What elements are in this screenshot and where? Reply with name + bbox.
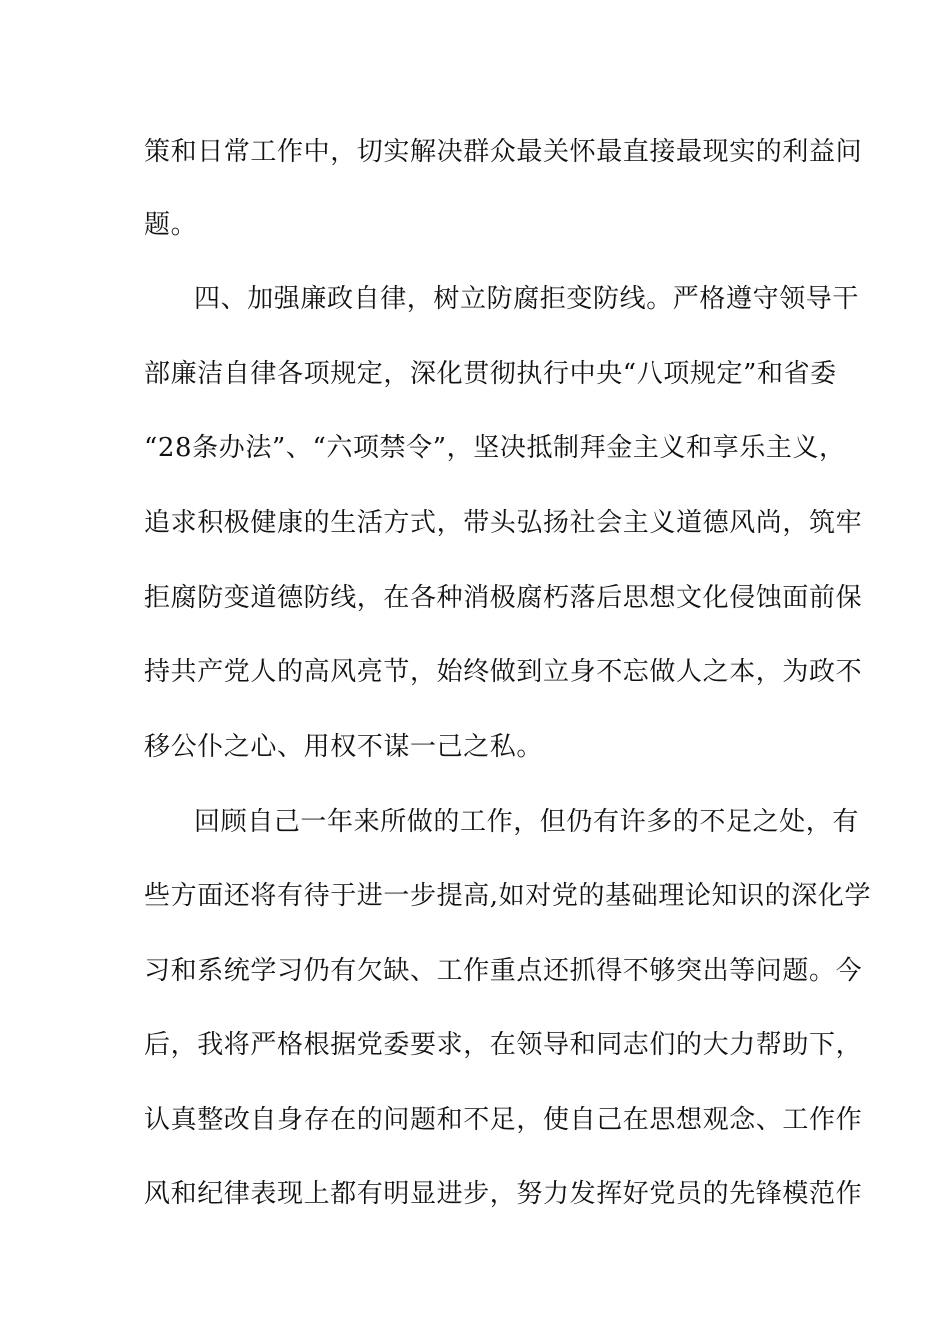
text-line: 习和系统学习仍有欠缺、工作重点还抓得不够突出等问题。今 — [144, 956, 863, 986]
text-line: 拒腐防变道德防线，在各种消极腐朽落后思想文化侵蚀面前保 — [144, 583, 863, 613]
text-line: 风和纪律表现上都有明显进步，努力发挥好党员的先锋模范作 — [144, 1179, 863, 1209]
text-line: 部廉洁自律各项规定，深化贯彻执行中央“八项规定”和省委 — [144, 359, 837, 389]
text-line: 题。 — [144, 210, 198, 240]
text-line: 追求积极健康的生活方式，带头弘扬社会主义道德风尚，筑牢 — [144, 508, 863, 538]
text-line: 持共产党人的高风亮节，始终做到立身不忘做人之本，为政不 — [144, 657, 863, 687]
text-line: 策和日常工作中，切实解决群众最关怀最直接最现实的利益问 — [144, 137, 863, 167]
text-line: 后，我将严格根据党委要求，在领导和同志们的大力帮助下， — [144, 1030, 863, 1060]
paragraph-start-line: 回顾自己一年来所做的工作，但仍有许多的不足之处，有 — [194, 807, 860, 837]
text-line: 些方面还将有待于进一步提高,如对党的基础理论知识的深化学 — [144, 881, 872, 911]
text-line: “28条办法”、“六项禁令”，坚决抵制拜金主义和享乐主义， — [144, 433, 846, 463]
text-line: 认真整改自身存在的问题和不足，使自己在思想观念、工作作 — [144, 1105, 863, 1135]
text-line: 移公仆之心、用权不谋一己之私。 — [144, 732, 544, 762]
paragraph-start-line: 四、加强廉政自律，树立防腐拒变防线。严格遵守领导干 — [194, 284, 860, 314]
